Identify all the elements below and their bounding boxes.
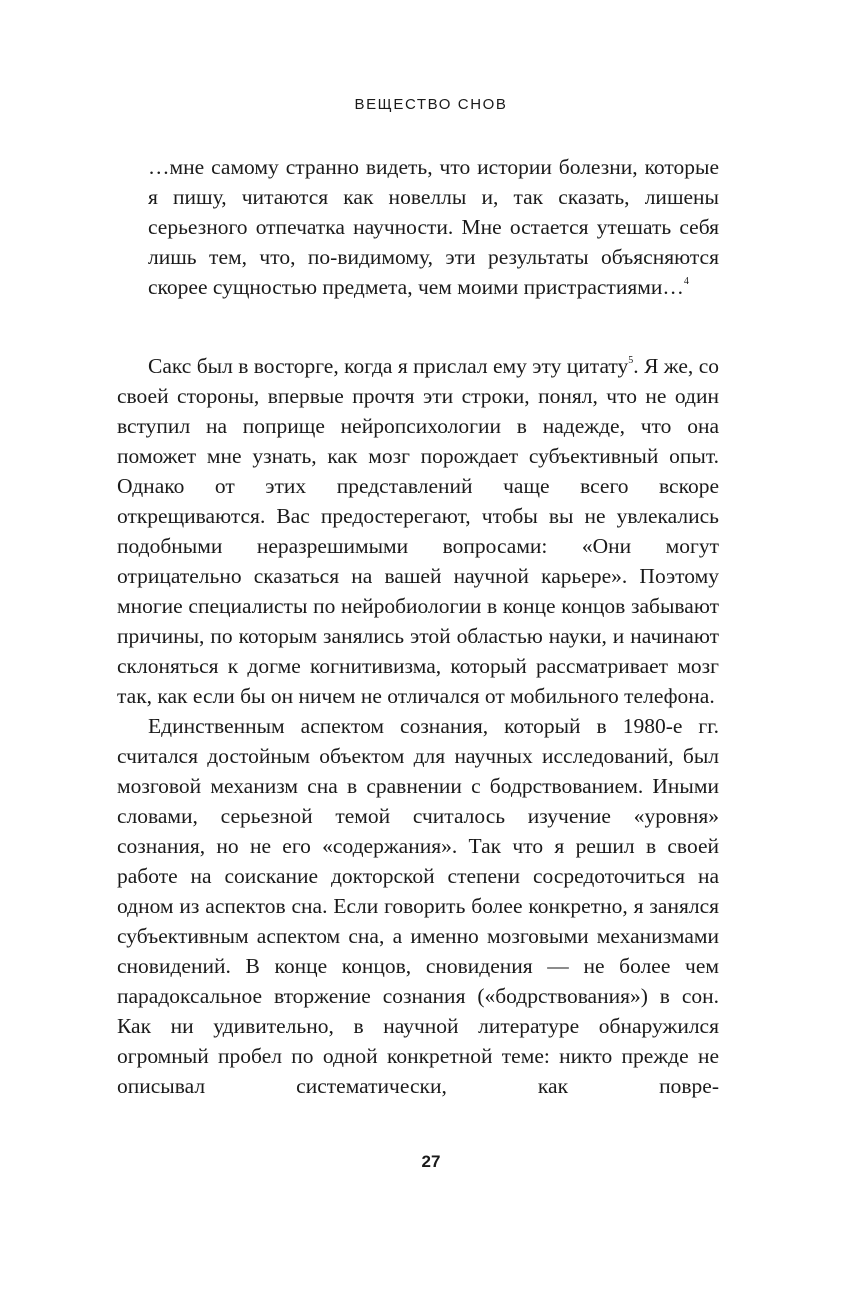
body-text [117, 351, 719, 1101]
running-head: ВЕЩЕСТВО СНОВ [354, 96, 508, 113]
paragraph-text: . Я же, со своей стороны, впервые прочтя эти строки, понял, что не один вступил на поприще нейропсихологии в надежде, что она поможет мне узнать, как мозг порождает субъективный опыт. Однако от этих представлений чаще всего вскоре открещиваются. Вас предостерегают, чтобы вы не увлекались подобными неразрешимыми вопросами: «Они могут отрицательно сказаться на вашей научной карьере». Поэтому многие специалисты по нейробиологии в конце концов забывают причины, по которым занялись этой областью науки, и начинают склоняться к догме когнитивизма, который рассматривает мозг так, как если бы он ничем не отличался от мобильного телефона. [117, 354, 719, 708]
footnote-marker[interactable]: 4 [683, 276, 689, 287]
paragraph-text: Сакс был в восторге, когда я прислал ему эту цитату [148, 354, 629, 378]
footnote-marker[interactable]: 5 [628, 355, 634, 366]
paragraph [117, 351, 719, 711]
page-number: 27 [421, 1152, 441, 1171]
paragraph: Единственным аспектом сознания, который в 1980-е гг. считался достойным объектом для научных исследований, был мозговой механизм сна в сравнении с бодрствованием. Иными словами, серьезной темой считалось изучение «уровня» сознания, но не его «содержания». Так что я решил в своей работе на соискание докторской степени сосредоточиться на одном из аспектов сна. Если говорить более конкретно, я занялся субъективным аспектом сна, а именно мозговыми механизмами сновидений. В конце концов, сновидения — не более чем парадоксальное вторжение сознания («бодрствования») в сон. Как ни удивительно, в научной литературе обнаружился огромный пробел по одной конкретной теме: никто прежде не описывал систематически, как повре- [117, 714, 719, 1098]
block-quote [148, 152, 719, 302]
quote-text: …мне самому странно видеть, что истории болезни, которые я пишу, читаются как новеллы и, так сказать, лишены серьезного отпечатка научности. Мне остается утешать себя лишь тем, что, по-видимому, эти результаты объясняются скорее сущностью предмета, чем моими пристрастиями… [148, 155, 719, 299]
quote-paragraph [148, 152, 719, 302]
